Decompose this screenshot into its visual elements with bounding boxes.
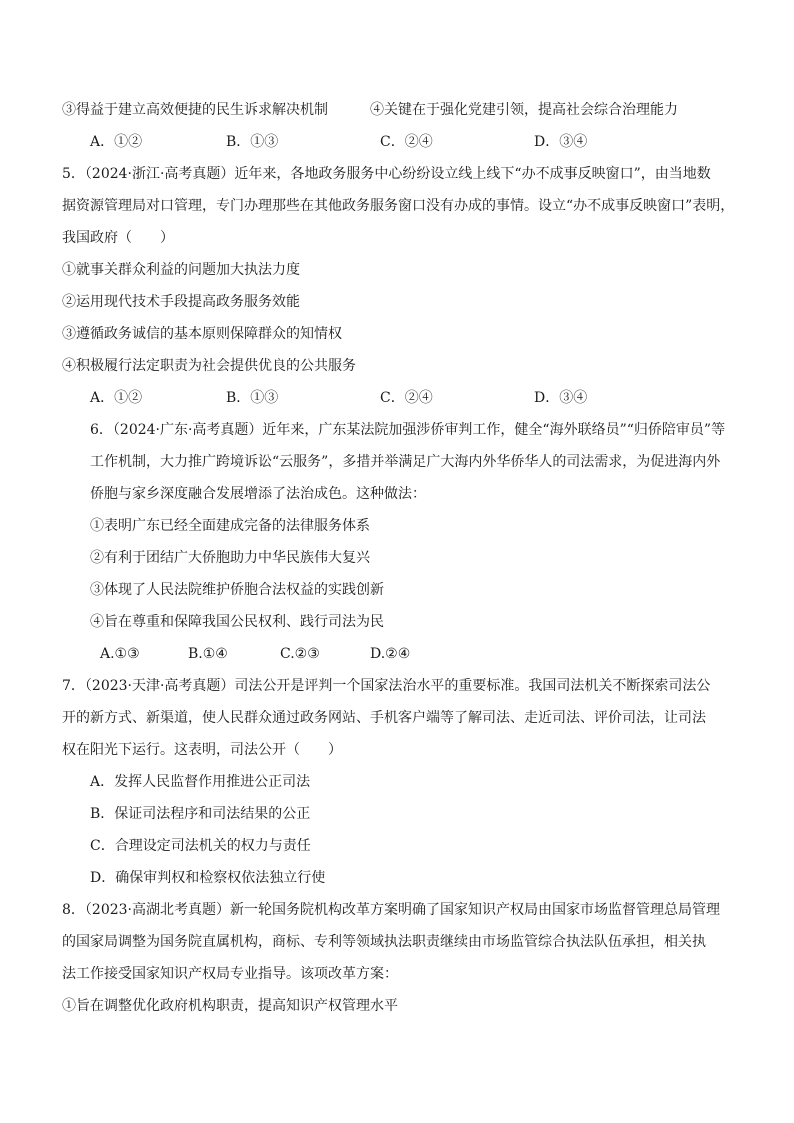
q5-stem-line-1: 5．（2024·浙江·高考真题）近年来，各地政务服务中心纷纷设立线上线下“办不成事反映窗口”，由当地数	[62, 166, 711, 182]
q4-option-4: ④关键在于强化党建引领，提高社会综合治理能力	[370, 102, 678, 118]
q5-choice-d[interactable]: D．③④	[534, 390, 588, 406]
q4-choice-c[interactable]: C．②④	[380, 134, 433, 150]
q8-stem-line-3: 法工作接受国家知识产权局专业指导。该项改革方案：	[62, 966, 398, 982]
q5-option-3: ③遵循政务诚信的基本原则保障群众的知情权	[62, 326, 342, 342]
q6-stem-line-2: 工作机制，大力推广跨境诉讼“云服务”，多措并举满足广大海内外华侨华人的司法需求，为促进海内外	[90, 454, 721, 470]
q6-choice-b[interactable]: B.①④	[188, 646, 228, 662]
q6-stem-line-3: 侨胞与家乡深度融合发展增添了法治成色。这种做法：	[90, 486, 426, 502]
q5-option-4: ④积极履行法定职责为社会提供优良的公共服务	[62, 358, 356, 374]
q5-option-2: ②运用现代技术手段提高政务服务效能	[62, 294, 300, 310]
q4-choice-b[interactable]: B．①③	[226, 134, 279, 150]
q7-choice-a[interactable]: A．发挥人民监督作用推进公正司法	[90, 774, 311, 790]
q5-choice-b[interactable]: B．①③	[226, 390, 279, 406]
q7-stem-line-3: 权在阳光下运行。这表明，司法公开（ ）	[62, 742, 342, 758]
q5-stem-line-2: 据资源管理局对口管理，专门办理那些在其他政务服务窗口没有办成的事情。设立“办不成事反映窗口”表明，	[62, 198, 735, 214]
q7-choice-c[interactable]: C．合理设定司法机关的权力与责任	[90, 838, 311, 854]
q6-option-1: ①表明广东已经全面建成完备的法律服务体系	[90, 518, 370, 534]
q5-choice-a[interactable]: A．①②	[90, 390, 143, 406]
q7-stem-line-1: 7．（2023·天津·高考真题）司法公开是评判一个国家法治水平的重要标准。我国司法机关不断探索司法公	[62, 678, 711, 694]
q7-choice-b[interactable]: B．保证司法程序和司法结果的公正	[90, 806, 311, 822]
q6-choice-a[interactable]: A.①③	[100, 646, 140, 662]
q6-stem-line-1: 6．（2024·广东·高考真题）近年来，广东某法院加强涉侨审判工作，健全“海外联络员”“归侨陪审员”等	[90, 422, 726, 438]
q6-option-4: ④旨在尊重和保障我国公民权利、践行司法为民	[90, 614, 384, 630]
q8-stem-line-2: 的国家局调整为国务院直属机构，商标、专利等领域执法职责继续由市场监管综合执法队伍承担，相关执	[62, 934, 706, 950]
q4-choice-a[interactable]: A．①②	[90, 134, 143, 150]
q6-choice-c[interactable]: C.②③	[280, 646, 320, 662]
q7-stem-line-2: 开的新方式、新渠道，使人民群众通过政务网站、手机客户端等了解司法、走近司法、评价司法，让司法	[62, 710, 706, 726]
q6-option-2: ②有利于团结广大侨胞助力中华民族伟大复兴	[90, 550, 370, 566]
q6-choice-d[interactable]: D.②④	[370, 646, 411, 662]
q5-choice-c[interactable]: C．②④	[380, 390, 433, 406]
q4-choice-d[interactable]: D．③④	[534, 134, 588, 150]
q5-option-1: ①就事关群众利益的问题加大执法力度	[62, 262, 300, 278]
q8-stem-line-1: 8．（2023·高湖北考真题）新一轮国务院机构改革方案明确了国家知识产权局由国家市场监督管理总局管理	[62, 902, 720, 918]
q8-option-1: ①旨在调整优化政府机构职责，提高知识产权管理水平	[62, 998, 398, 1014]
q7-choice-d[interactable]: D．确保审判权和检察权依法独立行使	[90, 870, 326, 886]
q4-option-3: ③得益于建立高效便捷的民生诉求解决机制	[62, 102, 328, 118]
q6-option-3: ③体现了人民法院维护侨胞合法权益的实践创新	[90, 582, 384, 598]
q5-stem-line-3: 我国政府（ ）	[62, 230, 174, 246]
